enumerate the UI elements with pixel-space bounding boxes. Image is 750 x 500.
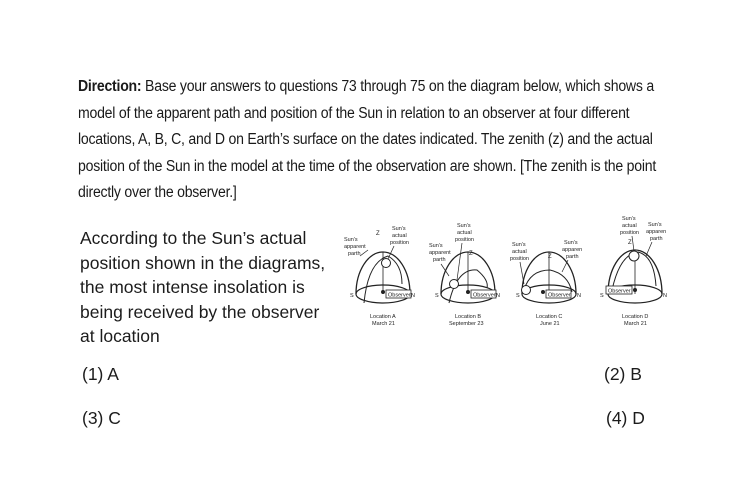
label-pointer [360,250,368,256]
apparent-path-label-2: apparent [344,244,366,250]
direction-text: Base your answers to questions 73 through 75 on the diagram below, which shows a model of the apparent path and position of the Sun in relation to an observer at four different locations, A, B, C, and D on Earth’s surface on the dates indicated. The zenith (z) and the actual position of the Sun in the model at the time of the observation are shown. [The zenith is the point directly over the observer.] [78,78,657,202]
question-line-1: According to the Sun’s actual [80,228,307,248]
question-line-2: position shown in the diagrams, [80,252,326,273]
actual-position-label-1: Sun’s [457,223,471,229]
diagram-location-c [510,210,590,340]
apparent-path-label-3: parth [348,251,361,257]
south-label: S [435,293,439,299]
label-pointer [520,262,524,284]
observer-icon [633,288,637,292]
north-label: N [411,293,415,299]
north-label: N [663,293,667,299]
sun-icon [629,251,639,261]
question-line-3: the most intense insolation is [80,277,305,298]
apparent-path-label-2: apparen [562,247,583,253]
apparent-path-label-1: Sun’s [429,243,443,249]
answer-choice-4[interactable]: (4) D [606,408,645,428]
diagram-location-d [594,210,674,340]
actual-position-label-2: actual [392,233,407,239]
apparent-path-label-3: parth [650,236,663,242]
zenith-label: Z [469,251,473,257]
actual-position-label-1: Sun’s [622,216,636,222]
apparent-path-label-1: Sun’s [564,240,578,246]
actual-position-label-3: position [390,240,409,246]
sun-path-diagrams [342,210,682,340]
date-label: June 21 [540,321,560,327]
observer-label: Observer [548,292,571,299]
label-pointer [646,242,652,256]
date-label: March 21 [624,321,647,327]
question-line-5: at location [80,326,160,347]
answer-choice-1[interactable]: (1) A [82,364,119,384]
zenith-label: Z [376,231,380,237]
south-label: S [516,293,520,299]
label-pointer [562,260,568,272]
diagram-location-b [427,210,507,340]
date-label: September 23 [449,321,484,327]
observer-icon [466,290,470,294]
south-label: S [600,293,604,299]
label-pointer [632,236,634,251]
apparent-path-label-1: Sun’s [344,237,358,243]
diagram-location-a [342,210,422,340]
direction-label: Direction: [78,78,142,95]
north-label: N [577,293,581,299]
direction-paragraph [78,74,667,207]
north-label: N [496,293,500,299]
sun-icon [522,286,531,295]
zenith-label: Z [548,254,552,260]
zenith-label: Z [628,240,632,246]
observer-label: Observer [473,292,496,299]
location-label: Location D [622,314,649,320]
observer-icon [541,290,545,294]
actual-position-label-1: Sun’s [512,242,526,248]
answer-choice-2[interactable]: (2) B [604,364,642,384]
actual-position-label-3: position [510,256,529,262]
actual-position-label-2: actual [457,230,472,236]
apparent-path-label-2: apparen [646,229,667,235]
date-label: March 21 [372,321,395,327]
sun-path-arc [524,270,572,292]
actual-position-label-3: position [455,237,474,243]
actual-position-label-1: Sun’s [392,226,406,232]
actual-position-label-2: actual [622,223,637,229]
apparent-path-label-3: parth [433,257,446,263]
sun-icon [382,259,391,268]
label-pointer [457,243,462,280]
sun-icon [450,280,459,289]
actual-position-label-3: position [620,230,639,236]
apparent-path-label-1: Sun’s [648,222,662,228]
observer-icon [381,290,385,294]
observer-label: Observer [608,288,631,295]
question-text [80,226,340,349]
apparent-path-label-3: parth [566,254,579,260]
question-line-4: being received by the observer [80,301,320,322]
answer-choice-3[interactable]: (3) C [82,408,121,428]
location-label: Location B [455,314,481,320]
apparent-path-label-2: apparent [429,250,451,256]
south-label: S [350,293,354,299]
observer-label: Observer [388,292,411,299]
actual-position-label-2: actual [512,249,527,255]
location-label: Location A [370,314,396,320]
location-label: Location C [536,314,563,320]
